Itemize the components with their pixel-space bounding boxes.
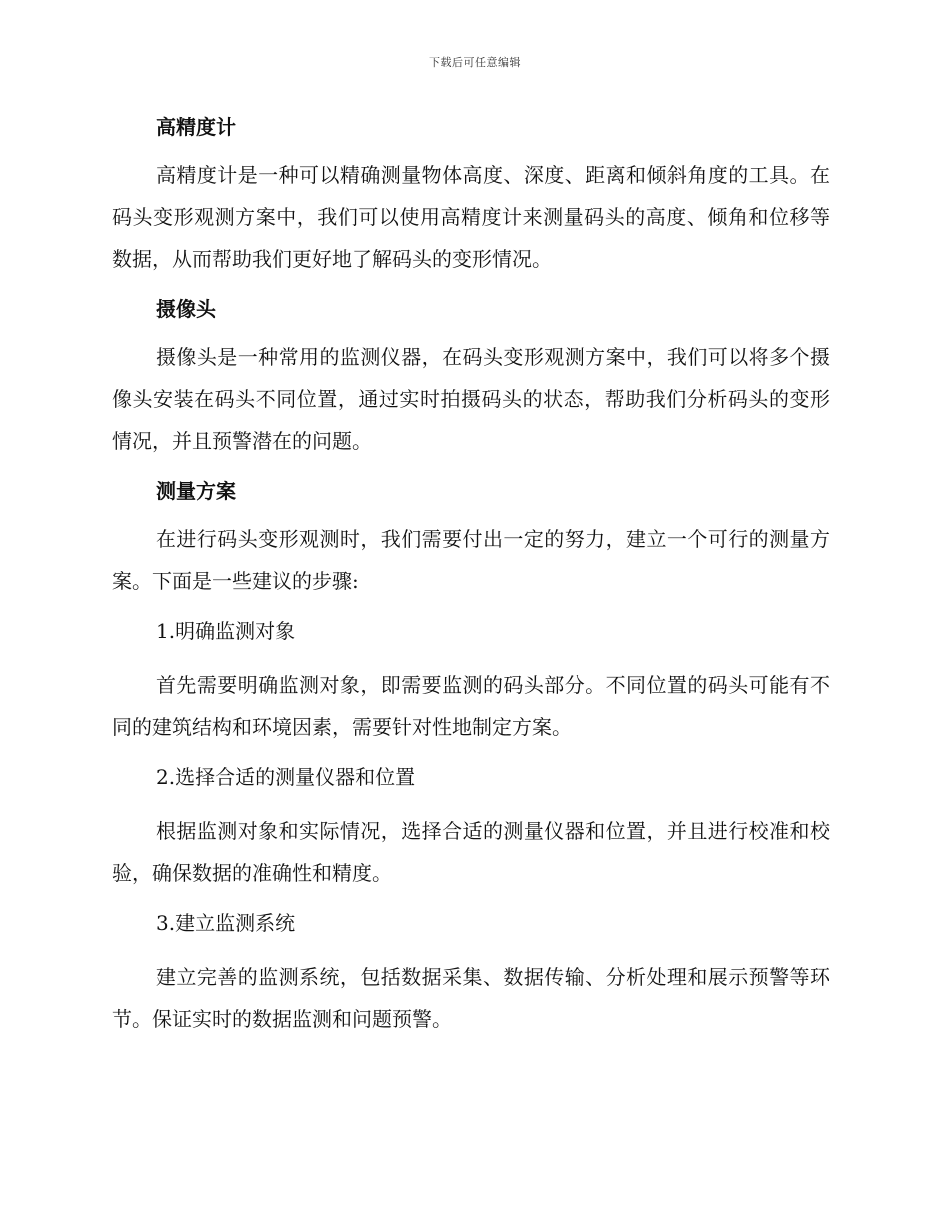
paragraph-camera: 摄像头是一种常用的监测仪器，在码头变形观测方案中，我们可以将多个摄像头安装在码头不同位置，通过实时拍摄码头的状态，帮助我们分析码头的变形情况，并且预警潜在的问题。 xyxy=(112,345,830,453)
step-1-paragraph: 首先需要明确监测对象，即需要监测的码头部分。不同位置的码头可能有不同的建筑结构和环境因素，需要针对性地制定方案。 xyxy=(112,673,830,739)
section-heading-high-precision-meter: 高精度计 xyxy=(156,115,236,139)
paragraph-measurement-plan-intro: 在进行码头变形观测时，我们需要付出一定的努力，建立一个可行的测量方案。下面是一些建议的步骤: xyxy=(112,527,830,593)
step-3-paragraph: 建立完善的监测系统，包括数据采集、数据传输、分析处理和展示预警等环节。保证实时的数据监测和问题预警。 xyxy=(112,965,830,1031)
section-heading-camera: 摄像头 xyxy=(156,297,216,321)
document-body xyxy=(112,108,830,1050)
step-3-title: 3.建立监测系统 xyxy=(156,911,296,935)
paragraph-high-precision-meter: 高精度计是一种可以精确测量物体高度、深度、距离和倾斜角度的工具。在码头变形观测方案中，我们可以使用高精度计来测量码头的高度、倾角和位移等数据，从而帮助我们更好地了解码头的变形情况。 xyxy=(112,163,830,271)
step-2-paragraph: 根据监测对象和实际情况，选择合适的测量仪器和位置，并且进行校准和校验，确保数据的准确性和精度。 xyxy=(112,819,830,885)
step-2-title: 2.选择合适的测量仪器和位置 xyxy=(156,765,416,789)
step-1-title: 1.明确监测对象 xyxy=(156,619,296,643)
page-header: 下载后可任意编辑 xyxy=(429,56,521,69)
section-heading-measurement-plan: 测量方案 xyxy=(156,479,236,503)
